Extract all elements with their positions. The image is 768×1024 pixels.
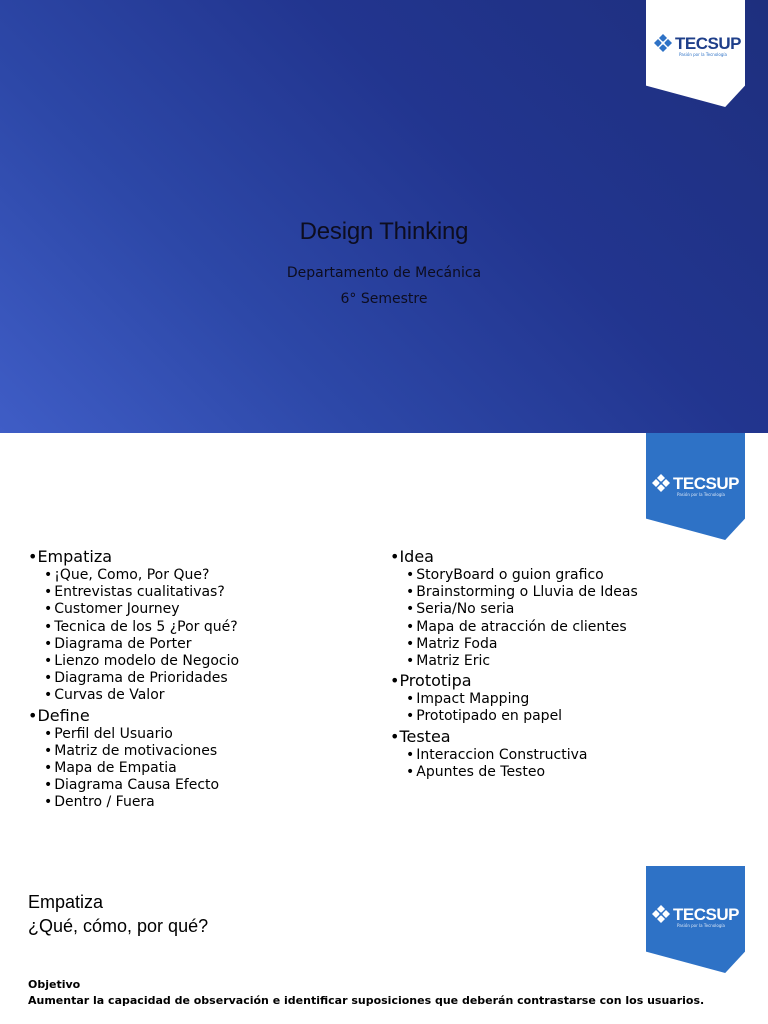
empatiza-slide — [0, 866, 768, 1024]
logo-wordmark: TECSUP — [673, 904, 739, 924]
methods-slide — [0, 433, 768, 866]
list-item: • Brainstorming o Lluvia de Ideas — [390, 584, 638, 601]
title-slide — [0, 0, 768, 433]
right-column — [390, 546, 638, 781]
section-heading: • Define — [28, 705, 239, 726]
logo-wordmark: TECSUP — [675, 33, 741, 53]
section-heading: • Empatiza — [28, 546, 239, 567]
list-item: • Perfil del Usuario — [28, 726, 239, 743]
list-item: • Mapa de atracción de clientes — [390, 619, 638, 636]
slide-subtitle: ¿Qué, cómo, por qué? — [28, 916, 209, 936]
tecsup-logo — [651, 473, 739, 497]
list-item: • Prototipado en papel — [390, 708, 638, 725]
logo-wordmark: TECSUP — [673, 473, 739, 493]
list-item: • Tecnica de los 5 ¿Por qué? — [28, 619, 239, 636]
semester-subtitle: 6° Semestre — [340, 291, 428, 307]
list-item: • Curvas de Valor — [28, 687, 239, 704]
logo-tagline: Pasión por la Tecnología — [677, 923, 725, 928]
list-item: • Mapa de Empatia — [28, 760, 239, 777]
tecsup-emblem-icon — [653, 33, 673, 53]
list-item: • Matriz de motivaciones — [28, 743, 239, 760]
section-heading: • Idea — [390, 546, 638, 567]
list-item: • StoryBoard o guion grafico — [390, 567, 638, 584]
tecsup-emblem-icon — [651, 904, 671, 924]
section-heading: • Testea — [390, 726, 638, 747]
list-item: • Dentro / Fuera — [28, 794, 239, 811]
section-heading: • Prototipa — [390, 670, 638, 691]
slide-title: Empatiza — [28, 892, 104, 912]
list-item: • Impact Mapping — [390, 691, 638, 708]
department-subtitle: Departamento de Mecánica — [286, 265, 482, 281]
list-item: • Diagrama de Prioridades — [28, 670, 239, 687]
list-item: • Customer Journey — [28, 601, 239, 618]
logo-tagline: Pasión por la Tecnología — [677, 492, 725, 497]
objective-label: Objetivo — [28, 978, 81, 991]
list-item: • Interaccion Constructiva — [390, 747, 638, 764]
list-item: • Apuntes de Testeo — [390, 764, 638, 781]
tecsup-logo — [653, 33, 741, 57]
list-item: • ¡Que, Como, Por Que? — [28, 567, 239, 584]
list-item: • Lienzo modelo de Negocio — [28, 653, 239, 670]
tecsup-logo — [651, 904, 739, 928]
list-item: • Diagrama Causa Efecto — [28, 777, 239, 794]
list-item: • Seria/No seria — [390, 601, 638, 618]
list-item: • Matriz Eric — [390, 653, 638, 670]
slide-title: Design Thinking — [299, 218, 469, 245]
logo-tagline: Pasión por la Tecnología — [679, 52, 727, 57]
list-item: • Diagrama de Porter — [28, 636, 239, 653]
objective-text: Aumentar la capacidad de observación e identificar suposiciones que deberán contrastarse con los usuarios. — [28, 994, 705, 1007]
list-item: • Entrevistas cualitativas? — [28, 584, 239, 601]
list-item: • Matriz Foda — [390, 636, 638, 653]
tecsup-emblem-icon — [651, 473, 671, 493]
left-column — [28, 546, 239, 812]
